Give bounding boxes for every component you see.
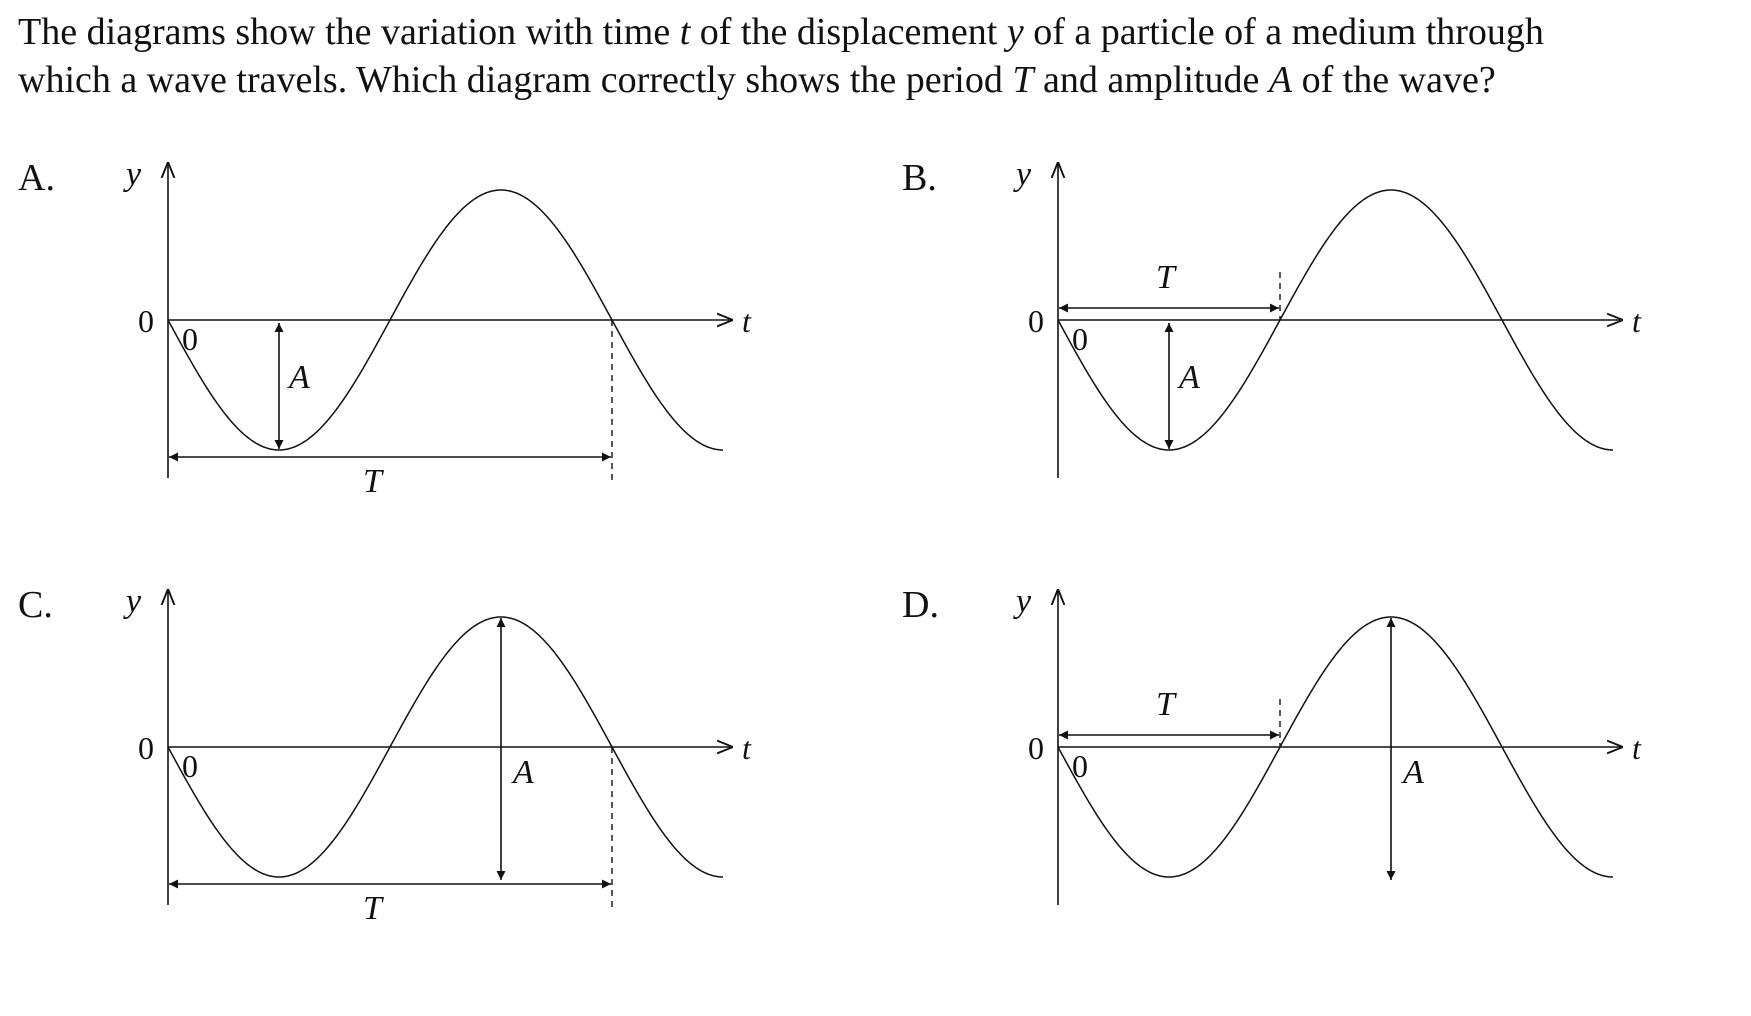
t-axis-label: t (742, 730, 751, 766)
question-run: of the displacement (690, 11, 1007, 53)
question-run: The diagrams show the variation with time (18, 11, 680, 53)
origin-label: 0 (1072, 321, 1088, 357)
option-b-diagram (902, 156, 1642, 478)
period-label: T (1156, 686, 1175, 723)
question-run: t (679, 11, 691, 53)
origin-label: 0 (182, 321, 198, 357)
option-letter: C. (18, 584, 53, 626)
origin-label: 0 (1028, 303, 1044, 339)
period-label: T (363, 463, 382, 500)
amplitude-label: A (289, 359, 310, 396)
t-axis-label: t (1632, 730, 1641, 766)
y-axis-label: y (1016, 156, 1032, 193)
origin-label: 0 (138, 303, 154, 339)
y-axis-label: y (126, 156, 142, 193)
period-label: T (363, 890, 382, 927)
amplitude-label: A (1179, 359, 1200, 396)
origin-label: 0 (182, 748, 198, 784)
question-run: which a wave travels. Which diagram correctly shows the period (18, 59, 1013, 101)
option-a-diagram (18, 156, 752, 500)
amplitude-label: A (1403, 754, 1424, 791)
origin-label: 0 (1028, 730, 1044, 766)
option-letter: D. (902, 584, 939, 626)
origin-label: 0 (1072, 748, 1088, 784)
option-c-diagram (18, 583, 752, 927)
t-axis-label: t (742, 303, 751, 339)
question-run: A (1268, 59, 1293, 101)
y-axis-label: y (1016, 583, 1032, 620)
option-letter: A. (18, 157, 55, 199)
option-letter: B. (902, 157, 937, 199)
origin-label: 0 (138, 730, 154, 766)
amplitude-label: A (513, 754, 534, 791)
question-run: of the wave? (1292, 59, 1496, 101)
period-label: T (1156, 259, 1175, 296)
question-run: y (1006, 11, 1024, 53)
y-axis-label: y (126, 583, 142, 620)
question-run: of a particle of a medium through (1023, 11, 1544, 53)
option-d-diagram (902, 583, 1642, 905)
question-run: and amplitude (1033, 59, 1269, 101)
question-run: T (1012, 59, 1034, 101)
t-axis-label: t (1632, 303, 1641, 339)
